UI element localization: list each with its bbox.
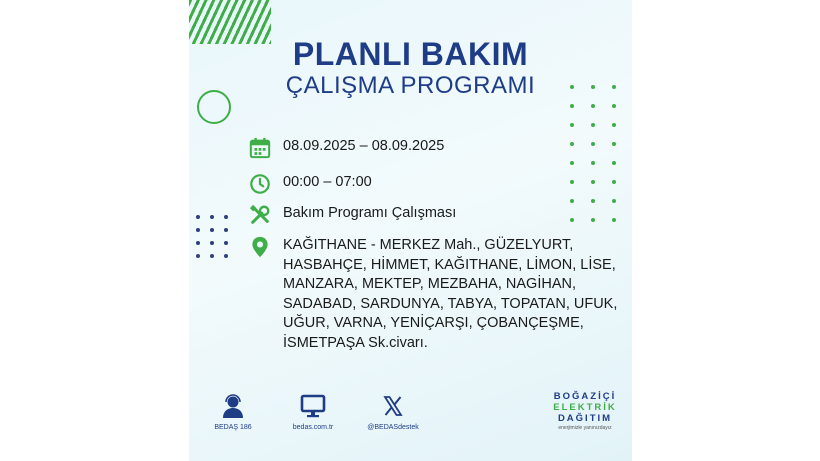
logo-line3: DAĞITIM bbox=[557, 413, 613, 424]
decor-dots-right bbox=[570, 85, 616, 222]
social-contact bbox=[367, 394, 419, 431]
web-label: bedas.com.tr bbox=[292, 424, 334, 431]
clock-icon bbox=[249, 173, 271, 195]
work-type: Bakım Programı Çalışması bbox=[283, 205, 457, 221]
logo-line2: ELEKTRİK bbox=[553, 402, 617, 413]
logo-tagline: enerjimizle yanınızdayız bbox=[558, 425, 612, 431]
time-row bbox=[249, 173, 372, 195]
calendar-icon bbox=[249, 137, 271, 159]
contact-footer bbox=[207, 394, 419, 431]
headset-agent-icon bbox=[220, 394, 246, 418]
x-logo-icon bbox=[380, 394, 406, 418]
date-row bbox=[249, 137, 444, 159]
announcement-card bbox=[189, 0, 632, 461]
social-label: @BEDASdestek bbox=[367, 424, 419, 431]
location-row bbox=[249, 236, 632, 353]
tools-icon bbox=[249, 204, 271, 226]
page-subtitle: ÇALIŞMA PROGRAMI bbox=[285, 72, 536, 99]
location-pin-icon bbox=[249, 236, 271, 258]
phone-label: BEDAŞ 186 bbox=[214, 424, 252, 431]
decor-dots-left bbox=[196, 215, 228, 258]
monitor-icon bbox=[300, 394, 326, 418]
phone-contact bbox=[207, 394, 259, 431]
logo-line1: BOĞAZİÇİ bbox=[553, 391, 617, 402]
date-range: 08.09.2025 – 08.09.2025 bbox=[283, 138, 445, 154]
work-type-row bbox=[249, 204, 456, 226]
address-list: KAĞITHANE - MERKEZ Mah., GÜZELYURT, HASBAHÇE, HİMMET, KAĞITHANE, LİMON, LİSE, MANZARA, MEKTEP, MEZBAHA, NAGİHAN, SADABAD, SARDUNYA, TABYA, TOPATAN, UFUK, UĞUR, VARNA, YENİÇARŞI, ÇOBANÇEŞME, İSMETPAŞA Sk.civarı. bbox=[283, 237, 618, 351]
time-range: 00:00 – 07:00 bbox=[283, 174, 372, 190]
bedas-logo bbox=[550, 391, 620, 431]
web-contact bbox=[287, 394, 339, 431]
page-title: PLANLI BAKIM bbox=[292, 36, 529, 72]
